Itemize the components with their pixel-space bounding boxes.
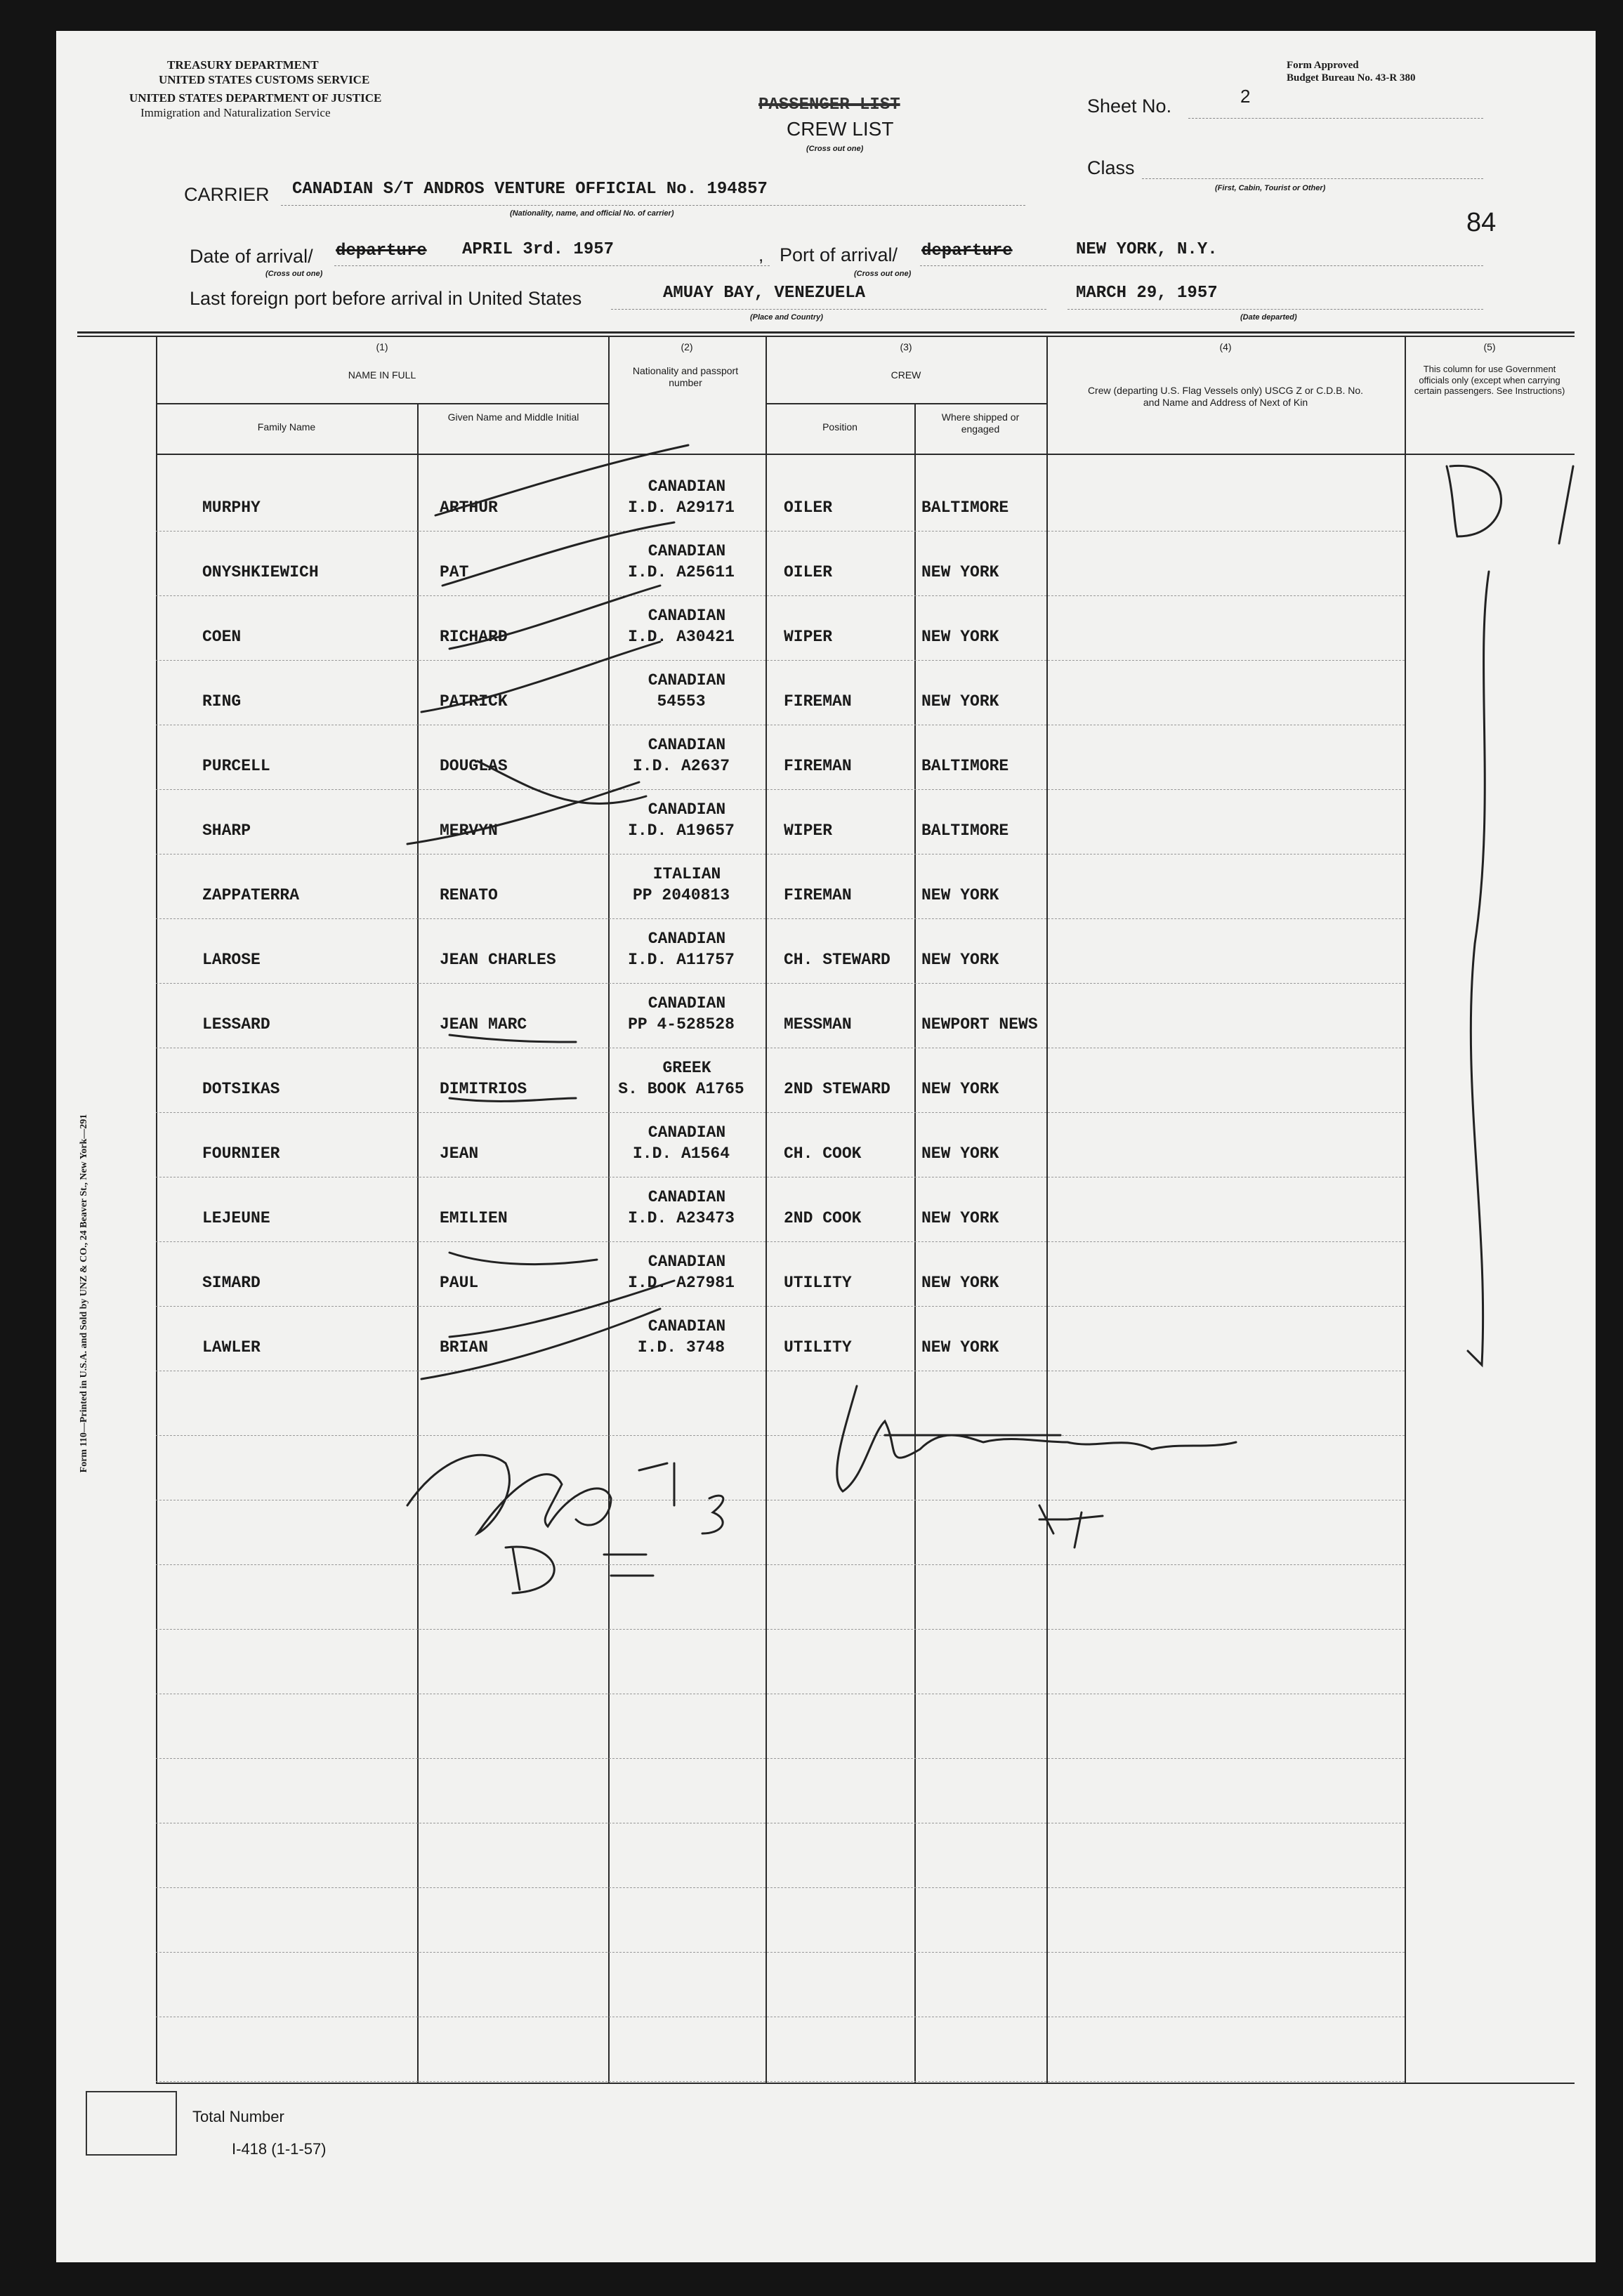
d1-mark [1559,466,1573,543]
cell-nationality: ITALIAN [652,865,721,883]
cell-nationality: GREEK [662,1059,711,1077]
carrier-value: CANADIAN S/T ANDROS VENTURE OFFICIAL No. 194857 [292,180,768,199]
check-mark-stroke [435,445,688,515]
cell-nationality: CANADIAN [648,607,726,625]
cell-passport: PP 2040813 [632,886,730,904]
last-port-note: (Place and Country) [750,313,823,322]
cell-shipped: NEW YORK [921,628,999,646]
check-mark-stroke [449,1098,576,1101]
col-crew-departing-header: Crew (departing U.S. Flag Vessels only) USCG Z or C.D.B. No. and Name and Address of Next of Kin [1087,385,1364,408]
d1-mark [1447,466,1457,536]
cell-position: OILER [784,563,833,581]
bracket-mark [1468,572,1489,1365]
page-number: 84 [1466,208,1497,237]
cell-given: PAUL [440,1274,479,1292]
check-mark-stroke [449,1253,597,1265]
cell-shipped: NEW YORK [921,951,999,969]
cell-shipped: NEW YORK [921,1338,999,1357]
check-mark-stroke [449,1035,576,1042]
port-arrival-label: Port of arrival/ [780,244,898,265]
col-given-header: Given Name and Middle Initial [447,411,579,423]
carrier-label: CARRIER [184,184,270,205]
cell-given: BRIAN [440,1338,489,1357]
cell-passport: I.D. A27981 [628,1274,735,1292]
col-position-header: Position [822,421,858,433]
cell-position: WIPER [784,628,833,646]
form-approved: Form Approved [1287,60,1359,71]
cell-family: COEN [202,628,242,646]
col4-number: (4) [1219,341,1232,352]
sheet-label: Sheet No. [1087,95,1172,117]
dept-line: UNITED STATES CUSTOMS SERVICE [159,73,370,87]
date-crossed: departure [336,242,427,260]
cell-nationality: CANADIAN [648,994,726,1012]
cell-family: SIMARD [202,1274,261,1292]
cell-position: UTILITY [784,1338,852,1357]
cell-position: MESSMAN [784,1015,852,1034]
cell-family: LAWLER [202,1338,261,1357]
port-crossed: departure [921,242,1013,260]
cell-family: DOTSIKAS [202,1080,280,1098]
col2-number: (2) [681,341,693,352]
check-mark-stroke [442,522,674,586]
sheet-value: 2 [1240,86,1251,107]
cell-family: RING [202,692,242,711]
dept-line: Immigration and Naturalization Service [140,105,331,119]
col3-number: (3) [900,341,912,352]
cell-given: MERVYN [440,822,498,840]
cell-family: LEJEUNE [202,1209,270,1227]
cell-given: EMILIEN [440,1209,508,1227]
cell-passport: PP 4-528528 [628,1015,735,1034]
cell-shipped: NEWPORT NEWS [921,1015,1038,1034]
last-port-label: Last foreign port before arrival in United States [190,288,582,309]
cell-family: ZAPPATERRA [202,886,300,904]
class-label: Class [1087,157,1135,178]
cell-family: FOURNIER [202,1144,280,1163]
col-shipped-header: Where shipped or engaged [941,411,1020,435]
cell-shipped: BALTIMORE [921,757,1009,775]
cell-shipped: NEW YORK [921,563,999,581]
cell-passport: S. BOOK A1765 [618,1080,744,1098]
cell-position: 2ND COOK [784,1209,862,1227]
signature [837,1386,1236,1491]
col3-title: CREW [891,369,921,381]
crew-list-form: TREASURY DEPARTMENT UNITED STATES CUSTOMS SERVICE UNITED STATES DEPARTMENT OF JUSTICE Immigration and Naturalization Service Form Approved Budget Bureau No. 43-R 380 PASSENGER LIST CREW LIST (Cross out one) Sheet No. 2 Class (First, Cabin, Tourist or Other) 84 CARRIER CANADIAN S/T ANDROS VENTURE OFFICIAL No. 194857 (Nationality, name, and official No. of carrier) Date of arrival/ departure APRIL 3rd. 1957 (Cross out one) , Port of arrival/ departure NEW YORK, N.Y. (Cross out one) Last foreign port before arrival in United States AMUAY BAY, VENEZUELA (Place and Country) MARCH 29, 1957 (Date departed) (1) NAME IN FULL Family Name Given Name and Middle Initial (2) Nationality and passport number (3) CREW Position Where shipped or engaged (4) Crew (departing U.S. Flag Vessels only) USCG Z or C.D.B. No. and Name and Address of Next of Kin (5) This column for use Government officials only (except when carrying certain passengers. See Instructions) MURPHY ARTHUR OILER BALTIMORE CANADIAN I.D. A29171 ONYSHKIEWICH PAT OILER NEW YORK CANADIAN I.D. A25611 COEN RICHARD WIPER NEW YORK CANADIAN I.D. A30421 RING PATRICK FIREMAN NEW YORK CANADIAN 54553 PURCELL DOUGLAS FIREMAN BALTIMORE CANADIAN I.D. A2637 SHARP MERVYN WIPER BALTIMORE CANADIAN I.D. A19657 ZAPPATERRA RENATO FIREMAN NEW YORK ITALIAN PP 2040813 LAROSE JEAN CHARLES CH. STEWARD NEW YORK CANADIAN I.D. A11757 LESSARD JEAN MARC MESSMAN NEWPORT NEWS CANADIAN PP 4-528528 DOTSIKAS DIMITRIOS 2ND STEWARD NEW YORK GREEK S. BOOK A1765 FOURNIER JEAN CH. COOK NEW YORK CANADIAN I.D. A1564 LEJEUNE EMILIEN 2ND COOK NEW YORK CANADIAN I.D. A23473 SIMARD PAUL UTILITY NEW YORK CANADIAN I.D. A27981 LAWLER BRIAN UTILITY NEW YORK CANADIAN I.D. 3748 Total Number I-418 (1-1-57) Form 110—Printed in U.S.A. and Sold by UNZ & CO., 24 Beaver St., New York—291 [56,31,1596,2262]
col1-number: (1) [376,341,388,352]
cell-shipped: NEW YORK [921,1080,999,1098]
col1-title: NAME IN FULL [348,369,416,381]
side-print: Form 110—Printed in U.S.A. and Sold by UNZ & CO., 24 Beaver St., New York—291 [79,1114,89,1473]
cell-shipped: BALTIMORE [921,499,1009,517]
cell-nationality: CANADIAN [648,1317,726,1335]
last-port-value: AMUAY BAY, VENEZUELA [663,284,866,303]
signature-initial [1039,1505,1067,1533]
cell-position: CH. COOK [784,1144,862,1163]
cell-position: CH. STEWARD [784,951,891,969]
budget-bureau: Budget Bureau No. 43-R 380 [1287,72,1416,84]
cell-position: OILER [784,499,833,517]
col-family-header: Family Name [257,421,316,433]
handwritten-mark [639,1463,667,1470]
cell-family: MURPHY [202,499,261,517]
cell-shipped: NEW YORK [921,1209,999,1227]
check-mark-stroke [421,1309,660,1379]
cell-position: UTILITY [784,1274,852,1292]
total-number-box [86,2091,177,2156]
cell-passport: I.D. A2637 [632,757,730,775]
cell-shipped: NEW YORK [921,1144,999,1163]
carrier-note: (Nationality, name, and official No. of carrier) [510,209,674,218]
col5-number: (5) [1483,341,1496,352]
cell-passport: I.D. A29171 [628,499,735,517]
cell-passport: I.D. 3748 [637,1338,725,1357]
title-note: (Cross out one) [806,145,864,153]
cell-passport: I.D. A23473 [628,1209,735,1227]
cell-family: LESSARD [202,1015,270,1034]
cell-family: SHARP [202,822,251,840]
handwritten-mark [604,1555,653,1576]
port-arrival-value: NEW YORK, N.Y. [1076,240,1218,259]
cell-position: 2ND STEWARD [784,1080,891,1098]
d1-mark [1450,466,1502,536]
cell-nationality: CANADIAN [648,477,726,496]
cell-nationality: CANADIAN [648,671,726,690]
cell-position: FIREMAN [784,692,852,711]
cell-given: RICHARD [440,628,508,646]
cell-nationality: CANADIAN [648,542,726,560]
port-note: (Cross out one) [854,270,912,278]
cell-given: RENATO [440,886,498,904]
cell-passport: I.D. A1564 [632,1144,730,1163]
dept-line: UNITED STATES DEPARTMENT OF JUSTICE [129,91,382,105]
cell-family: LAROSE [202,951,261,969]
class-note: (First, Cabin, Tourist or Other) [1215,184,1326,192]
date-note: (Cross out one) [265,270,323,278]
cell-passport: I.D. A30421 [628,628,735,646]
cell-given: ARTHUR [440,499,498,517]
cell-passport: I.D. A19657 [628,822,735,840]
check-mark-stroke [407,782,639,844]
page-title: CREW LIST [787,118,894,140]
col-nationality-header: Nationality and passport number [632,365,739,388]
cell-given: JEAN CHARLES [440,951,556,969]
date-arrival-label: Date of arrival/ [190,246,313,267]
cell-nationality: CANADIAN [648,1253,726,1271]
cell-nationality: CANADIAN [648,1123,726,1142]
cell-passport: 54553 [657,692,706,711]
col-gov-use-header: This column for use Government officials only (except when carrying certain passengers. See Instructions) [1414,364,1565,397]
cell-given: JEAN [440,1144,479,1163]
check-mark-stroke [421,642,660,712]
date-arrival-value: APRIL 3rd. 1957 [462,240,615,259]
cell-given: DOUGLAS [440,757,508,775]
cell-nationality: CANADIAN [648,736,726,754]
cell-given: PAT [440,563,469,581]
handwritten-mark [702,1496,723,1533]
cell-shipped: NEW YORK [921,692,999,711]
dept-line: TREASURY DEPARTMENT [167,58,319,72]
cell-nationality: CANADIAN [648,1188,726,1206]
handwritten-mo [407,1455,611,1533]
cell-family: PURCELL [202,757,270,775]
cell-given: DIMITRIOS [440,1080,527,1098]
cell-passport: I.D. A11757 [628,951,735,969]
check-mark-stroke [449,1281,674,1337]
cell-shipped: NEW YORK [921,1274,999,1292]
cell-position: FIREMAN [784,886,852,904]
date-departed-note: (Date departed) [1240,313,1297,322]
cell-nationality: CANADIAN [648,800,726,819]
check-mark-stroke [478,761,646,803]
title-crossed: PASSENGER LIST [758,95,900,114]
date-departed-value: MARCH 29, 1957 [1076,284,1218,303]
cell-family: ONYSHKIEWICH [202,563,319,581]
cell-shipped: NEW YORK [921,886,999,904]
cell-position: WIPER [784,822,833,840]
cell-given: JEAN MARC [440,1015,527,1034]
cell-passport: I.D. A25611 [628,563,735,581]
check-mark-stroke [449,586,660,649]
handwritten-d [506,1547,554,1593]
cell-nationality: CANADIAN [648,930,726,948]
form-code: I-418 (1-1-57) [232,2140,327,2158]
total-label: Total Number [192,2108,284,2125]
cell-given: PATRICK [440,692,508,711]
cell-shipped: BALTIMORE [921,822,1009,840]
handwriting-marks [56,31,1596,2262]
signature-initial [1067,1512,1103,1548]
cell-position: FIREMAN [784,757,852,775]
